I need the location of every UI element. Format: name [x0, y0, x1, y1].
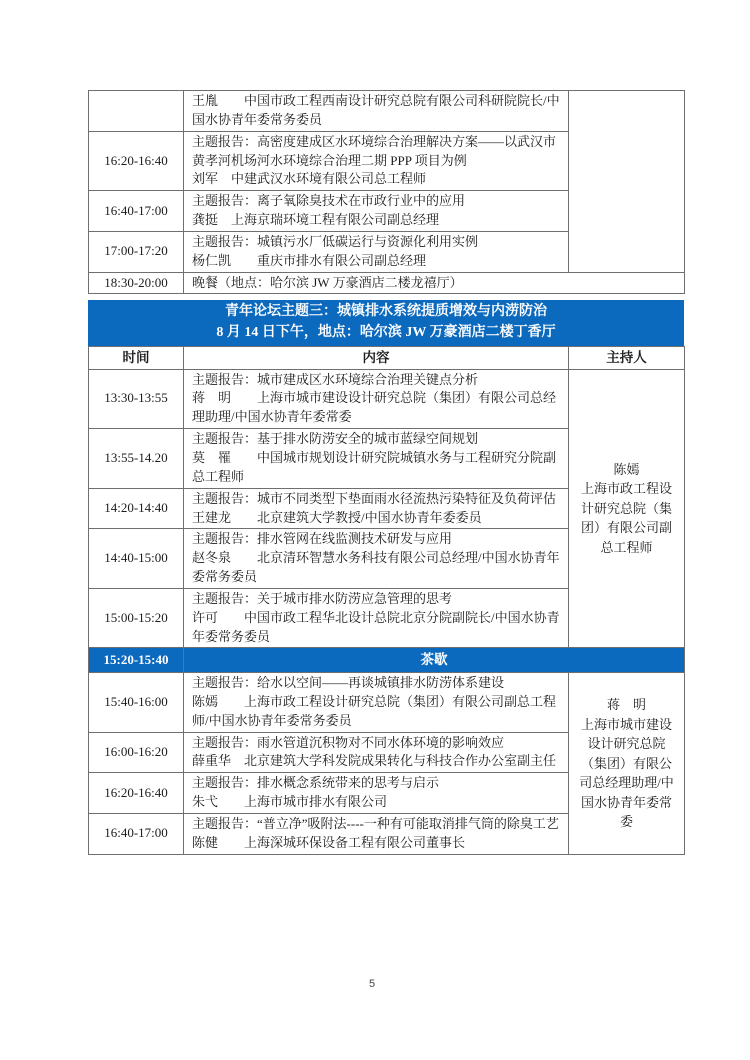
content-cell — [184, 91, 569, 132]
moderator-cell-empty — [569, 91, 685, 273]
moderator-affiliation: 上海市政工程设计研究总院（集团）有限公司副总工程师 — [580, 481, 672, 555]
moderator-name: 陈嫣 — [613, 461, 640, 477]
talk-topic: 主题报告：雨水管道沉积物对不同水体环境的影响效应 — [192, 734, 505, 750]
talk-speaker: 陈健 上海深城环保设备工程有限公司董事长 — [192, 834, 466, 850]
content-cell — [184, 773, 569, 814]
time-cell: 13:30-13:55 — [89, 369, 184, 429]
time-cell: 16:00-16:20 — [89, 732, 184, 773]
talk-topic: 主题报告：离子氧除臭技术在市政行业中的应用 — [192, 193, 466, 209]
table-row — [89, 672, 685, 732]
talk-speaker: 莫 罹 中国城市规划设计研究院城镇水务与工程研究分院副总工程师 — [192, 449, 557, 484]
moderator-cell — [569, 369, 685, 648]
session-banner — [88, 300, 684, 346]
content-cell — [184, 131, 569, 191]
talk-speaker: 赵冬泉 北京清环智慧水务科技有限公司总经理/中国水协青年委常务委员 — [192, 550, 560, 585]
page-number: 5 — [368, 978, 376, 990]
content-cell — [184, 191, 569, 232]
talk-topic: 主题报告：城镇污水厂低碳运行与资源化利用实例 — [192, 233, 479, 249]
time-cell: 15:40-16:00 — [89, 672, 184, 732]
talk-speaker: 龚挺 上海京瑞环境工程有限公司副总经理 — [192, 212, 440, 228]
content-cell — [184, 813, 569, 854]
schedule-document — [88, 90, 684, 855]
talk-speaker: 薛重华 北京建筑大学科发院成果转化与科技合作办公室副主任 — [192, 753, 557, 769]
table-row-dinner — [89, 272, 685, 294]
time-cell: 15:00-15:20 — [89, 588, 184, 648]
time-cell: 16:40-17:00 — [89, 191, 184, 232]
table-row — [89, 91, 685, 132]
content-cell — [184, 672, 569, 732]
content-cell — [184, 429, 569, 489]
talk-topic: 主题报告：基于排水防涝安全的城市蓝绿空间规划 — [192, 431, 479, 447]
header-content: 内容 — [184, 347, 569, 370]
talk-topic: 主题报告：排水概念系统带来的思考与启示 — [192, 775, 440, 791]
table-row — [89, 369, 685, 429]
talk-topic: 主题报告：高密度建成区水环境综合治理解决方案——以武汉市黄孝河机场河水环境综合治理二期 PPP 项目为例 — [192, 133, 557, 168]
talk-topic: 主题报告：给水以空间——再谈城镇排水防涝体系建设 — [192, 674, 505, 690]
tea-break-label: 茶歇 — [184, 648, 685, 673]
talk-topic: 主题报告：城市不同类型下垫面雨水径流热污染特征及负荷评估 — [192, 490, 557, 506]
session-title: 青年论坛主题三：城镇排水系统提质增效与内涝防治 — [225, 304, 547, 320]
time-cell: 14:20-14:40 — [89, 488, 184, 529]
content-cell — [184, 732, 569, 773]
content-cell — [184, 231, 569, 272]
time-cell: 13:55-14.20 — [89, 429, 184, 489]
time-cell: 14:40-15:00 — [89, 529, 184, 589]
moderator-cell — [569, 672, 685, 854]
content-cell — [184, 588, 569, 648]
talk-speaker: 刘军 中建武汉水环境有限公司总工程师 — [192, 171, 427, 187]
talk-topic: 主题报告：排水管网在线监测技术研发与应用 — [192, 531, 453, 547]
talk-speaker: 许可 中国市政工程华北设计总院北京分院副院长/中国水协青年委常务委员 — [192, 609, 560, 644]
schedule-table-main — [88, 346, 685, 855]
talk-topic: 主题报告：城市建成区水环境综合治理关键点分析 — [192, 371, 479, 387]
content-cell — [184, 529, 569, 589]
moderator-name: 蒋 明 — [606, 697, 646, 713]
talk-speaker: 朱弋 上海市城市排水有限公司 — [192, 794, 388, 810]
time-cell: 16:40-17:00 — [89, 813, 184, 854]
content-cell — [184, 369, 569, 429]
time-cell — [89, 91, 184, 132]
content-cell — [184, 488, 569, 529]
table-header-row — [89, 347, 685, 370]
talk-speaker: 陈嫣 上海市政工程设计研究总院（集团）有限公司副总工程师/中国水协青年委常务委员 — [192, 693, 557, 728]
talk-speaker: 蒋 明 上海市城市建设设计研究总院（集团）有限公司总经理助理/中国水协青年委常委 — [192, 390, 557, 425]
time-cell: 18:30-20:00 — [89, 272, 184, 294]
dinner-cell: 晚餐（地点：哈尔滨 JW 万豪酒店二楼龙禧厅） — [184, 272, 685, 294]
header-moderator: 主持人 — [569, 347, 685, 370]
time-cell: 16:20-16:40 — [89, 131, 184, 191]
header-time: 时间 — [89, 347, 184, 370]
moderator-affiliation: 上海市城市建设设计研究总院（集团）有限公司总经理助理/中国水协青年委常委 — [579, 716, 674, 830]
talk-topic: 主题报告：关于城市排水防涝应急管理的思考 — [192, 590, 453, 606]
time-cell: 17:00-17:20 — [89, 231, 184, 272]
schedule-table-top — [88, 90, 685, 294]
tea-break-row — [89, 648, 685, 673]
talk-topic: 主题报告：“普立净”吸附法----一种有可能取消排气筒的除臭工艺 — [192, 815, 559, 831]
talk-speaker: 王建龙 北京建筑大学教授/中国水协青年委委员 — [192, 509, 482, 525]
talk-speaker: 杨仁凯 重庆市排水有限公司副总经理 — [192, 252, 427, 268]
session-subtitle: 8 月 14 日下午，地点：哈尔滨 JW 万豪酒店二楼丁香厅 — [216, 324, 556, 340]
time-cell: 16:20-16:40 — [89, 773, 184, 814]
talk-speaker: 王胤 中国市政工程西南设计研究总院有限公司科研院院长/中国水协青年委常务委员 — [192, 93, 560, 127]
break-time-cell: 15:20-15:40 — [89, 648, 184, 673]
